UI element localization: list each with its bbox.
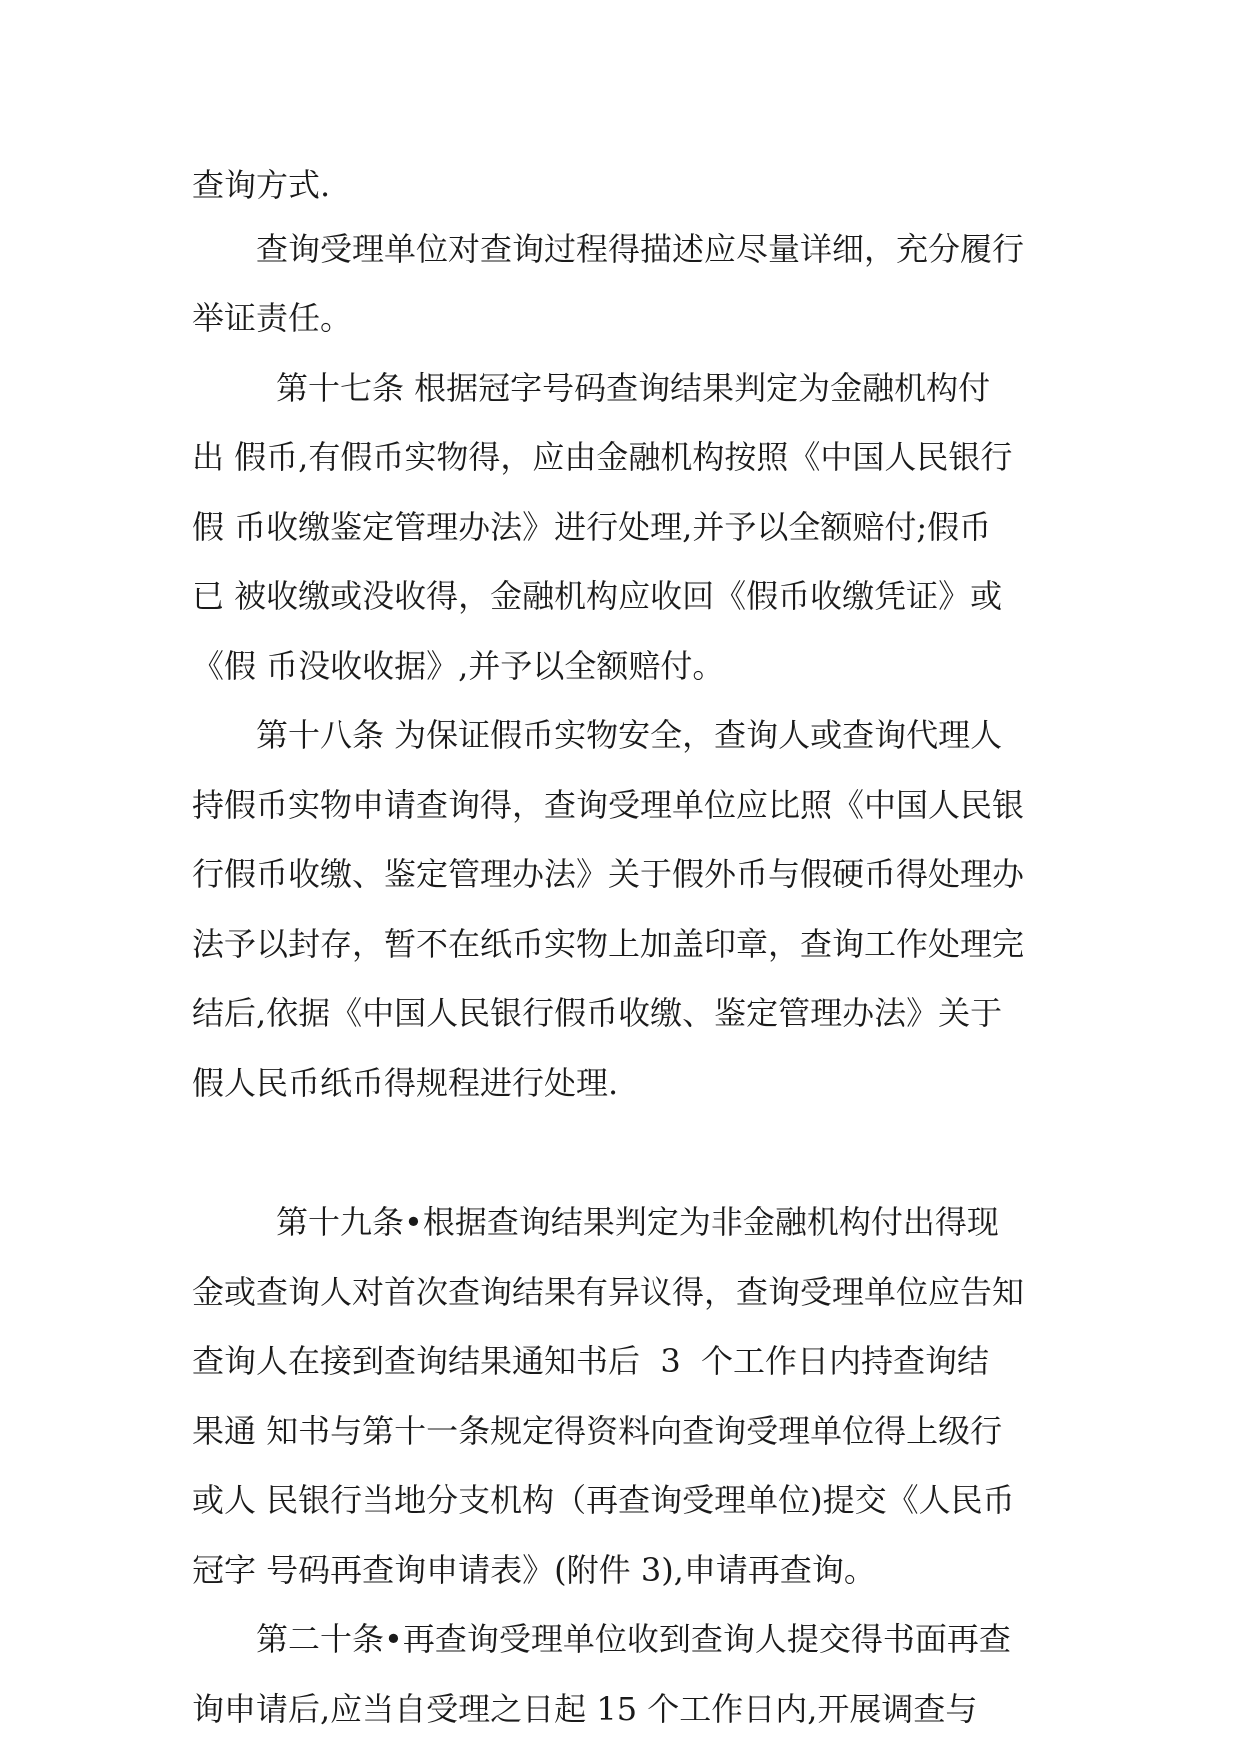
text-line: 查询人在接到查询结果通知书后 3 个工作日内持查询结 <box>192 1342 990 1380</box>
text-line: 已 被收缴或没收得，金融机构应收回《假币收缴凭证》或 <box>192 577 1003 615</box>
text-line: 行假币收缴、鉴定管理办法》关于假外币与假硬币得处理办 <box>192 855 1025 893</box>
text-line: 举证责任。 <box>192 299 353 337</box>
text-line: 假 币收缴鉴定管理办法》进行处理,并予以全额赔付;假币 <box>192 508 992 546</box>
text-line: 查询受理单位对查询过程得描述应尽量详细，充分履行 <box>256 230 1025 268</box>
text-line: 第十九条•根据查询结果判定为非金融机构付出得现 <box>276 1203 999 1241</box>
text-line: 《假 币没收收据》,并予以全额赔付。 <box>192 647 725 685</box>
text-line: 第十七条 根据冠字号码查询结果判定为金融机构付 <box>276 369 991 407</box>
text-line: 冠字 号码再查询申请表》(附件 3),申请再查询。 <box>192 1551 876 1589</box>
text-line: 或人 民银行当地分支机构（再查询受理单位)提交《人民币 <box>192 1481 1015 1519</box>
text-line: 询申请后,应当自受理之日起 15 个工作日内,开展调查与 <box>192 1690 978 1728</box>
text-line: 结后,依据《中国人民银行假币收缴、鉴定管理办法》关于 <box>192 994 1003 1032</box>
text-line: 第十八条 为保证假币实物安全，查询人或查询代理人 <box>256 716 1003 754</box>
text-line: 金或查询人对首次查询结果有异议得，查询受理单位应告知 <box>192 1273 1025 1311</box>
text-line: 法予以封存，暂不在纸币实物上加盖印章，查询工作处理完 <box>192 925 1025 963</box>
text-line: 第二十条•再查询受理单位收到查询人提交得书面再查 <box>256 1620 1011 1658</box>
text-line: 假人民币纸币得规程进行处理. <box>192 1064 619 1102</box>
text-line: 果通 知书与第十一条规定得资料向查询受理单位得上级行 <box>192 1412 1003 1450</box>
text-line: 查询方式. <box>192 166 331 204</box>
text-line: 出 假币,有假币实物得，应由金融机构按照《中国人民银行 <box>192 438 1013 476</box>
text-line: 持假币实物申请查询得，查询受理单位应比照《中国人民银 <box>192 786 1025 824</box>
